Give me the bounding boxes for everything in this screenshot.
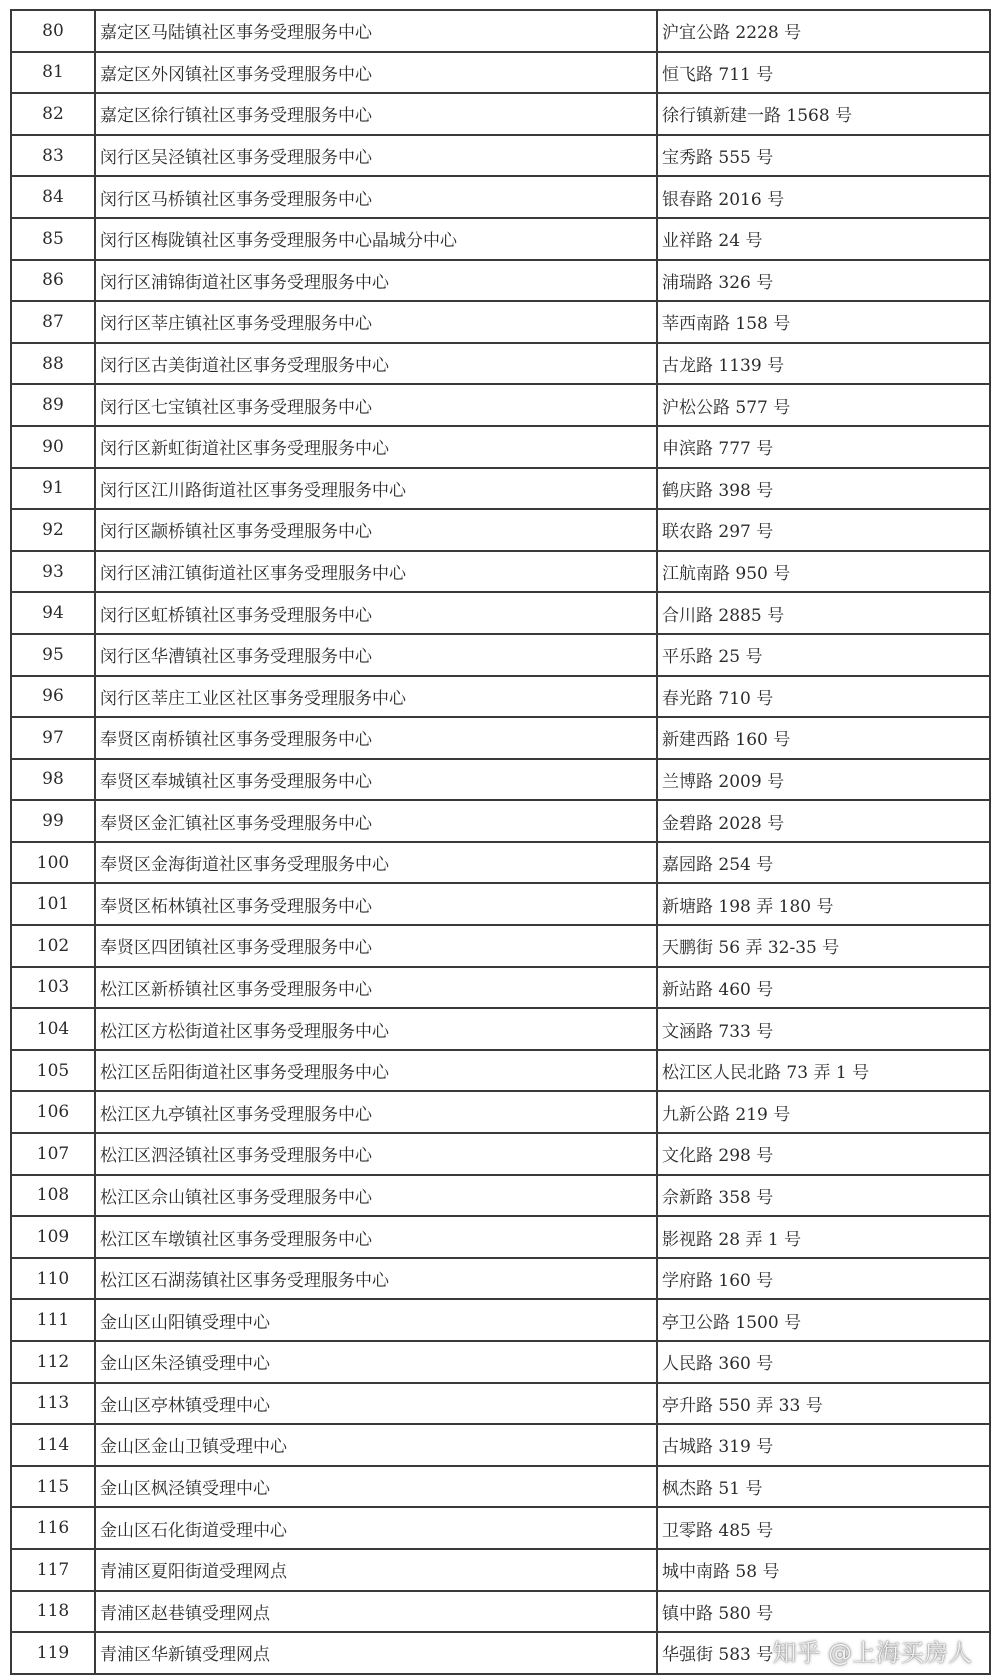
table-row — [11, 592, 990, 634]
table-row — [11, 509, 990, 551]
table-row — [11, 176, 990, 218]
center-name: 松江区泗泾镇社区事务受理服务中心 — [95, 1133, 657, 1175]
row-number: 102 — [11, 925, 95, 967]
table-row — [11, 1424, 990, 1466]
row-number: 89 — [11, 384, 95, 426]
table-body — [11, 10, 990, 1674]
center-name: 闵行区华漕镇社区事务受理服务中心 — [95, 634, 657, 676]
row-number: 100 — [11, 842, 95, 884]
table-row — [11, 1091, 990, 1133]
center-name: 闵行区马桥镇社区事务受理服务中心 — [95, 176, 657, 218]
center-name: 闵行区梅陇镇社区事务受理服务中心晶城分中心 — [95, 218, 657, 260]
table-row — [11, 925, 990, 967]
table-row — [11, 1549, 990, 1591]
row-number: 108 — [11, 1175, 95, 1217]
row-number: 103 — [11, 967, 95, 1009]
center-address: 亭卫公路 1500 号 — [657, 1299, 990, 1341]
center-address: 银春路 2016 号 — [657, 176, 990, 218]
center-address: 文化路 298 号 — [657, 1133, 990, 1175]
center-name: 闵行区虹桥镇社区事务受理服务中心 — [95, 592, 657, 634]
table-row — [11, 1299, 990, 1341]
row-number: 80 — [11, 10, 95, 52]
row-number: 87 — [11, 301, 95, 343]
table-row — [11, 1008, 990, 1050]
table-row — [11, 301, 990, 343]
row-number: 114 — [11, 1424, 95, 1466]
table-row — [11, 1591, 990, 1633]
center-address: 新站路 460 号 — [657, 967, 990, 1009]
row-number: 119 — [11, 1632, 95, 1674]
center-address: 春光路 710 号 — [657, 676, 990, 718]
watermark: 知乎 @上海买房人 — [772, 1639, 972, 1667]
center-name: 闵行区浦江镇街道社区事务受理服务中心 — [95, 551, 657, 593]
row-number: 98 — [11, 759, 95, 801]
row-number: 113 — [11, 1383, 95, 1425]
row-number: 97 — [11, 717, 95, 759]
center-name: 松江区石湖荡镇社区事务受理服务中心 — [95, 1258, 657, 1300]
center-address: 沪松公路 577 号 — [657, 384, 990, 426]
table-row — [11, 1133, 990, 1175]
center-address: 新建西路 160 号 — [657, 717, 990, 759]
center-name: 青浦区夏阳街道受理网点 — [95, 1549, 657, 1591]
center-address: 天鹏街 56 弄 32-35 号 — [657, 925, 990, 967]
row-number: 96 — [11, 676, 95, 718]
center-name: 奉贤区金海街道社区事务受理服务中心 — [95, 842, 657, 884]
table-row — [11, 1258, 990, 1300]
row-number: 116 — [11, 1507, 95, 1549]
center-name: 松江区佘山镇社区事务受理服务中心 — [95, 1175, 657, 1217]
center-address: 江航南路 950 号 — [657, 551, 990, 593]
row-number: 92 — [11, 509, 95, 551]
table-row — [11, 1216, 990, 1258]
row-number: 95 — [11, 634, 95, 676]
center-address: 佘新路 358 号 — [657, 1175, 990, 1217]
row-number: 99 — [11, 800, 95, 842]
center-name: 金山区朱泾镇受理中心 — [95, 1341, 657, 1383]
center-address: 联农路 297 号 — [657, 509, 990, 551]
center-name: 闵行区古美街道社区事务受理服务中心 — [95, 343, 657, 385]
center-address: 文涵路 733 号 — [657, 1008, 990, 1050]
center-address: 兰博路 2009 号 — [657, 759, 990, 801]
table-row — [11, 343, 990, 385]
center-name: 松江区岳阳街道社区事务受理服务中心 — [95, 1050, 657, 1092]
center-name: 闵行区浦锦街道社区事务受理服务中心 — [95, 260, 657, 302]
center-name: 嘉定区马陆镇社区事务受理服务中心 — [95, 10, 657, 52]
row-number: 90 — [11, 426, 95, 468]
row-number: 112 — [11, 1341, 95, 1383]
center-address: 九新公路 219 号 — [657, 1091, 990, 1133]
row-number: 84 — [11, 176, 95, 218]
table-row — [11, 717, 990, 759]
center-address: 业祥路 24 号 — [657, 218, 990, 260]
center-name: 闵行区颛桥镇社区事务受理服务中心 — [95, 509, 657, 551]
row-number: 105 — [11, 1050, 95, 1092]
center-address: 莘西南路 158 号 — [657, 301, 990, 343]
row-number: 118 — [11, 1591, 95, 1633]
center-name: 松江区新桥镇社区事务受理服务中心 — [95, 967, 657, 1009]
center-name: 嘉定区外冈镇社区事务受理服务中心 — [95, 52, 657, 94]
row-number: 88 — [11, 343, 95, 385]
center-address: 沪宜公路 2228 号 — [657, 10, 990, 52]
table-row — [11, 10, 990, 52]
center-address: 卫零路 485 号 — [657, 1507, 990, 1549]
table-row — [11, 1507, 990, 1549]
row-number: 111 — [11, 1299, 95, 1341]
center-name: 奉贤区四团镇社区事务受理服务中心 — [95, 925, 657, 967]
table-row — [11, 634, 990, 676]
row-number: 91 — [11, 468, 95, 510]
table-row — [11, 93, 990, 135]
center-address: 古城路 319 号 — [657, 1424, 990, 1466]
service-center-table — [10, 9, 991, 1675]
center-address: 宝秀路 555 号 — [657, 135, 990, 177]
row-number: 93 — [11, 551, 95, 593]
table-row — [11, 468, 990, 510]
table-row — [11, 1175, 990, 1217]
table-row — [11, 551, 990, 593]
row-number: 101 — [11, 883, 95, 925]
center-name: 闵行区七宝镇社区事务受理服务中心 — [95, 384, 657, 426]
center-name: 青浦区赵巷镇受理网点 — [95, 1591, 657, 1633]
row-number: 86 — [11, 260, 95, 302]
row-number: 85 — [11, 218, 95, 260]
center-name: 松江区车墩镇社区事务受理服务中心 — [95, 1216, 657, 1258]
center-address: 影视路 28 弄 1 号 — [657, 1216, 990, 1258]
table-row — [11, 52, 990, 94]
center-name: 闵行区莘庄镇社区事务受理服务中心 — [95, 301, 657, 343]
center-address: 浦瑞路 326 号 — [657, 260, 990, 302]
table-row — [11, 842, 990, 884]
center-address: 亭升路 550 弄 33 号 — [657, 1383, 990, 1425]
center-name: 青浦区华新镇受理网点 — [95, 1632, 657, 1674]
row-number: 104 — [11, 1008, 95, 1050]
center-name: 金山区山阳镇受理中心 — [95, 1299, 657, 1341]
center-address: 枫杰路 51 号 — [657, 1466, 990, 1508]
center-address: 华强街 583 号 — [657, 1632, 990, 1674]
center-name: 金山区石化街道受理中心 — [95, 1507, 657, 1549]
row-number: 106 — [11, 1091, 95, 1133]
center-address: 松江区人民北路 73 弄 1 号 — [657, 1050, 990, 1092]
center-address: 学府路 160 号 — [657, 1258, 990, 1300]
center-address: 新塘路 198 弄 180 号 — [657, 883, 990, 925]
center-address: 徐行镇新建一路 1568 号 — [657, 93, 990, 135]
center-name: 金山区枫泾镇受理中心 — [95, 1466, 657, 1508]
center-name: 金山区亭林镇受理中心 — [95, 1383, 657, 1425]
center-address: 嘉园路 254 号 — [657, 842, 990, 884]
center-name: 闵行区莘庄工业区社区事务受理服务中心 — [95, 676, 657, 718]
center-address: 申滨路 777 号 — [657, 426, 990, 468]
row-number: 81 — [11, 52, 95, 94]
center-address: 镇中路 580 号 — [657, 1591, 990, 1633]
center-name: 闵行区新虹街道社区事务受理服务中心 — [95, 426, 657, 468]
center-address: 合川路 2885 号 — [657, 592, 990, 634]
center-name: 闵行区吴泾镇社区事务受理服务中心 — [95, 135, 657, 177]
row-number: 117 — [11, 1549, 95, 1591]
center-address: 恒飞路 711 号 — [657, 52, 990, 94]
row-number: 115 — [11, 1466, 95, 1508]
row-number: 82 — [11, 93, 95, 135]
center-address: 平乐路 25 号 — [657, 634, 990, 676]
table-row — [11, 260, 990, 302]
table-row — [11, 426, 990, 468]
center-name: 奉贤区柘林镇社区事务受理服务中心 — [95, 883, 657, 925]
table-row — [11, 1466, 990, 1508]
center-name: 闵行区江川路街道社区事务受理服务中心 — [95, 468, 657, 510]
table-row — [11, 967, 990, 1009]
table-row — [11, 759, 990, 801]
table-row — [11, 135, 990, 177]
table-row — [11, 1341, 990, 1383]
table-row — [11, 1383, 990, 1425]
row-number: 83 — [11, 135, 95, 177]
center-name: 奉贤区金汇镇社区事务受理服务中心 — [95, 800, 657, 842]
center-name: 松江区九亭镇社区事务受理服务中心 — [95, 1091, 657, 1133]
row-number: 107 — [11, 1133, 95, 1175]
center-address: 人民路 360 号 — [657, 1341, 990, 1383]
center-address: 城中南路 58 号 — [657, 1549, 990, 1591]
table-row — [11, 800, 990, 842]
table-row — [11, 883, 990, 925]
center-name: 奉贤区奉城镇社区事务受理服务中心 — [95, 759, 657, 801]
center-address: 古龙路 1139 号 — [657, 343, 990, 385]
center-name: 奉贤区南桥镇社区事务受理服务中心 — [95, 717, 657, 759]
center-name: 嘉定区徐行镇社区事务受理服务中心 — [95, 93, 657, 135]
center-address: 金碧路 2028 号 — [657, 800, 990, 842]
table-row — [11, 676, 990, 718]
row-number: 109 — [11, 1216, 95, 1258]
row-number: 94 — [11, 592, 95, 634]
table-row — [11, 1050, 990, 1092]
center-name: 松江区方松街道社区事务受理服务中心 — [95, 1008, 657, 1050]
table-row — [11, 384, 990, 426]
row-number: 110 — [11, 1258, 95, 1300]
center-name: 金山区金山卫镇受理中心 — [95, 1424, 657, 1466]
center-address: 鹤庆路 398 号 — [657, 468, 990, 510]
table-row — [11, 218, 990, 260]
